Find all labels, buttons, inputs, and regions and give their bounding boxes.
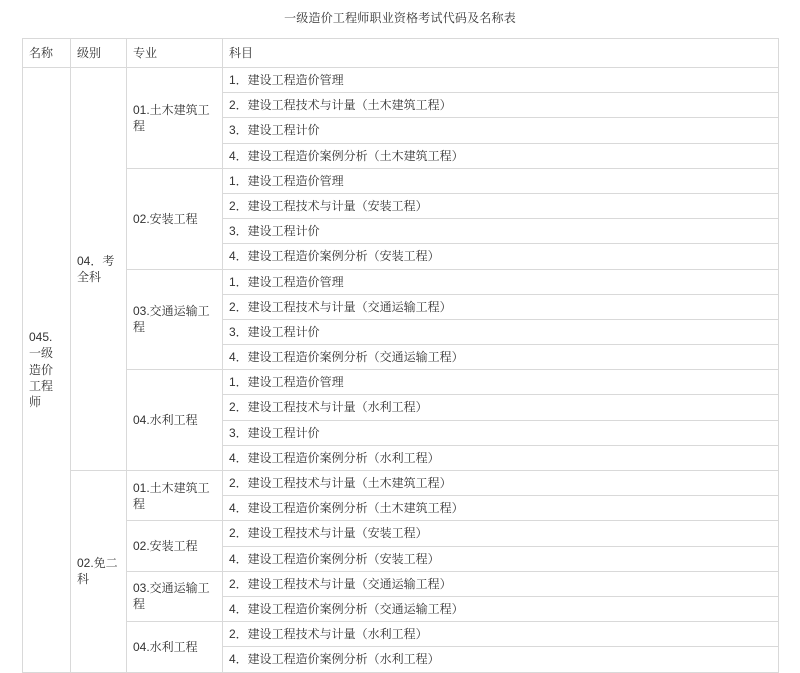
cell-subject: 4．建设工程造价案例分析（交通运输工程） [223, 345, 779, 370]
cell-subject: 1．建设工程造价管理 [223, 168, 779, 193]
cell-major-transport-exempt: 03.交通运输工程 [127, 571, 223, 621]
table-header-row [23, 39, 779, 68]
column-header-subject: 科目 [223, 39, 779, 68]
table-row [23, 68, 779, 93]
cell-major-installation-full: 02.安装工程 [127, 168, 223, 269]
column-header-level: 级别 [71, 39, 127, 68]
cell-subject: 4．建设工程造价案例分析（水利工程） [223, 647, 779, 672]
table-header [23, 39, 779, 68]
cell-major-civil-full: 01.土木建筑工程 [127, 68, 223, 169]
cell-subject: 4．建设工程造价案例分析（安装工程） [223, 244, 779, 269]
table-row [23, 571, 779, 596]
table-row [23, 168, 779, 193]
exam-code-name-table [22, 38, 779, 673]
table-body [23, 68, 779, 673]
cell-subject: 2．建设工程技术与计量（土木建筑工程） [223, 471, 779, 496]
cell-subject: 1．建设工程造价管理 [223, 370, 779, 395]
table-row [23, 622, 779, 647]
cell-subject: 2．建设工程技术与计量（土木建筑工程） [223, 93, 779, 118]
table-row [23, 521, 779, 546]
cell-major-water-exempt: 04.水利工程 [127, 622, 223, 672]
cell-subject: 3．建设工程计价 [223, 219, 779, 244]
cell-level-full: 04．考全科 [71, 68, 127, 471]
cell-subject: 2．建设工程技术与计量（水利工程） [223, 622, 779, 647]
cell-subject: 2．建设工程技术与计量（安装工程） [223, 193, 779, 218]
cell-major-water-full: 04.水利工程 [127, 370, 223, 471]
cell-certificate-name: 045.一级造价工程师 [23, 68, 71, 673]
cell-major-installation-exempt: 02.安装工程 [127, 521, 223, 571]
column-header-major: 专业 [127, 39, 223, 68]
cell-subject: 3．建设工程计价 [223, 319, 779, 344]
table-row [23, 471, 779, 496]
cell-subject: 2．建设工程技术与计量（交通运输工程） [223, 294, 779, 319]
cell-subject: 2．建设工程技术与计量（水利工程） [223, 395, 779, 420]
cell-major-civil-exempt: 01.土木建筑工程 [127, 471, 223, 521]
cell-subject: 4．建设工程造价案例分析（水利工程） [223, 445, 779, 470]
cell-subject: 3．建设工程计价 [223, 420, 779, 445]
cell-subject: 1．建设工程造价管理 [223, 68, 779, 93]
cell-subject: 1．建设工程造价管理 [223, 269, 779, 294]
cell-subject: 2．建设工程技术与计量（安装工程） [223, 521, 779, 546]
cell-subject: 2．建设工程技术与计量（交通运输工程） [223, 571, 779, 596]
table-row [23, 269, 779, 294]
cell-subject: 4．建设工程造价案例分析（安装工程） [223, 546, 779, 571]
cell-subject: 4．建设工程造价案例分析（土木建筑工程） [223, 496, 779, 521]
cell-major-transport-full: 03.交通运输工程 [127, 269, 223, 370]
page-title: 一级造价工程师职业资格考试代码及名称表 [284, 11, 516, 25]
column-header-name: 名称 [23, 39, 71, 68]
cell-level-exempt: 02.免二科 [71, 471, 127, 673]
table-row [23, 370, 779, 395]
cell-subject: 4．建设工程造价案例分析（交通运输工程） [223, 596, 779, 621]
cell-subject: 3．建设工程计价 [223, 118, 779, 143]
cell-subject: 4．建设工程造价案例分析（土木建筑工程） [223, 143, 779, 168]
